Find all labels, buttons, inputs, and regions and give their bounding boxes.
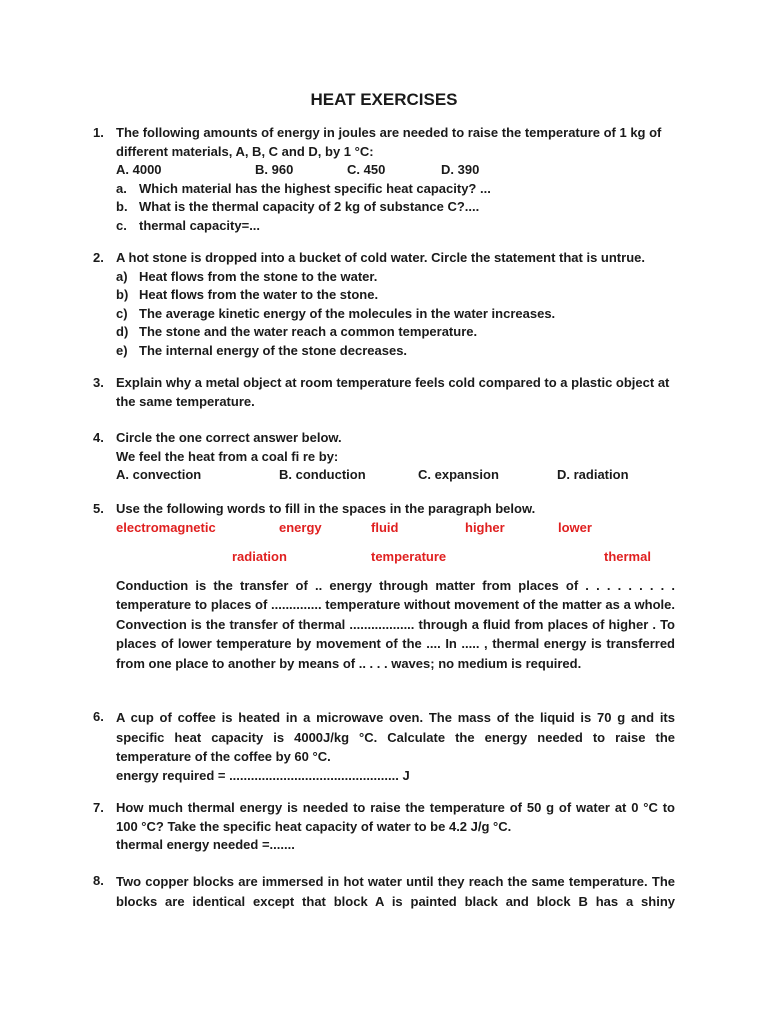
answer-line: thermal energy needed =....... <box>116 837 295 852</box>
question-text: A cup of coffee is heated in a microwave oven. The mass of the liquid is 70 g and its specific heat capacity is 4000J/kg °C. Calculate the energy needed to raise the temperature of the coffee by 60 °C. <box>116 710 675 764</box>
question-number: 6. <box>93 709 104 724</box>
word-bank-item: electromagnetic <box>116 519 216 535</box>
option-d: D. 390 <box>441 162 480 177</box>
option-b: B. 960 <box>255 162 294 177</box>
option-c: C. 450 <box>347 162 386 177</box>
word-bank-item: fluid <box>371 519 399 535</box>
sub-question: c. thermal capacity=... <box>116 217 261 233</box>
question-text: Circle the one correct answer below. <box>116 430 342 445</box>
fill-in-paragraph: Conduction is the transfer of .. energy through matter from places of . . . . . . . . . temperature to places of .............. temperature without movement of the matter as a whole. Convection is the transfer of thermal .................. through a fluid from places of higher . To places of lower temperature by movement of the .... In ..... , thermal energy is transferred from one place to another by means of .. . . . waves; no medium is required. <box>116 577 675 671</box>
statement-option: d) The stone and the water reach a common temperature. <box>116 324 478 339</box>
question-text: Explain why a metal object at room temperature feels cold compared to a plastic object at the same temperature. <box>116 375 670 409</box>
word-bank-item: energy <box>279 519 322 535</box>
word-bank-row <box>116 548 675 566</box>
word-bank-row <box>116 519 675 537</box>
question-3 <box>93 374 675 411</box>
question-text: The following amounts of energy in joules are needed to raise the temperature of 1 kg of different materials, A, B, C and D, by 1 °C: <box>116 125 662 159</box>
question-7 <box>93 799 675 855</box>
question-8 <box>93 872 675 911</box>
word-bank-item: temperature <box>371 548 447 564</box>
question-text: We feel the heat from a coal fi re by: <box>116 448 339 464</box>
question-text: How much thermal energy is needed to raise the temperature of 50 g of water at 0 °C to 100 °C? Take the specific heat capacity of water to be 4.2 J/g °C. <box>116 800 675 834</box>
sub-question: b. What is the thermal capacity of 2 kg of substance C?.... <box>116 199 480 214</box>
option-a: A. convection <box>116 467 202 482</box>
question-number: 4. <box>93 430 104 445</box>
page-title: HEAT EXERCISES <box>310 90 458 109</box>
question-number: 8. <box>93 873 104 888</box>
word-bank-item: radiation <box>232 548 287 564</box>
option-a: A. 4000 <box>116 162 162 177</box>
statement-option: c) The average kinetic energy of the molecules in the water increases. <box>116 305 556 321</box>
question-5 <box>93 500 675 673</box>
option-b: B. conduction <box>279 467 366 482</box>
statement-option: b) Heat flows from the water to the stone. <box>116 287 379 302</box>
statement-option: a) Heat flows from the stone to the water. <box>116 268 378 284</box>
options-row <box>116 466 675 485</box>
options-row <box>116 161 675 180</box>
question-1 <box>93 124 675 235</box>
word-bank-item: higher <box>465 519 505 535</box>
option-c: C. expansion <box>418 467 499 482</box>
option-d: D. radiation <box>557 467 629 482</box>
question-number: 3. <box>93 375 104 390</box>
question-text: A hot stone is dropped into a bucket of cold water. Circle the statement that is untrue. <box>116 250 645 265</box>
question-number: 2. <box>93 250 104 265</box>
question-number: 7. <box>93 800 104 815</box>
answer-line: energy required = ............................................... J <box>116 767 410 783</box>
question-text: Use the following words to fill in the spaces in the paragraph below. <box>116 501 536 516</box>
word-bank-item: lower <box>558 519 592 535</box>
question-2 <box>93 249 675 360</box>
question-text: Two copper blocks are immersed in hot water until they reach the same temperature. The blocks are identical except that block A is painted black and block B has a shiny <box>116 874 675 909</box>
statement-option: e) The internal energy of the stone decreases. <box>116 342 408 358</box>
question-number: 1. <box>93 125 104 140</box>
question-number: 5. <box>93 501 104 516</box>
word-bank-item: thermal <box>604 548 651 564</box>
question-6 <box>93 708 675 785</box>
sub-question: a. Which material has the highest specific heat capacity? ... <box>116 180 491 196</box>
question-4 <box>93 429 675 485</box>
